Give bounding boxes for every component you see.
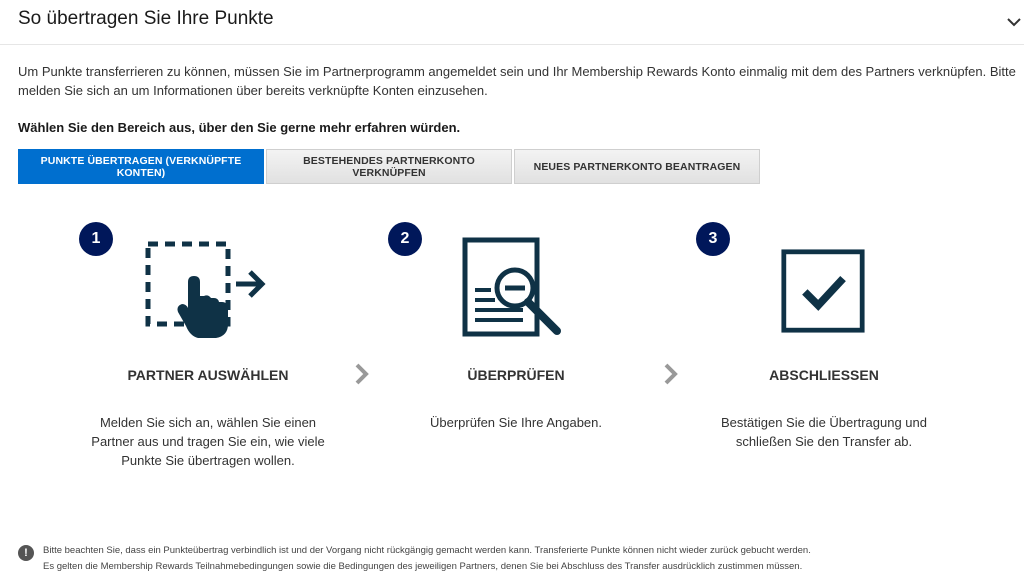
step-description: Melden Sie sich an, wählen Sie einen Partner aus und tragen Sie ein, wie viele Punkte Sie übertragen wollen. — [91, 415, 325, 468]
exclamation-circle-icon: ! — [18, 545, 34, 561]
review-document-icon — [461, 236, 571, 346]
select-partner-icon — [138, 238, 268, 338]
section-prompt: Wählen Sie den Bereich aus, über den Sie gerne mehr erfahren würden. — [18, 120, 461, 135]
tab-link-existing-account[interactable]: BESTEHENDES PARTNERKONTO VERKNÜPFEN — [266, 149, 512, 184]
page-title: So übertragen Sie Ihre Punkte — [18, 8, 274, 29]
disclaimer-line-2: Es gelten die Membership Rewards Teilnahmebedingungen sowie die Bedingungen des jeweiligen Partners, denen Sie bei Abschluss des Transfer ausdrücklich zustimmen müssen. — [43, 561, 803, 572]
step-number-badge: 1 — [79, 222, 113, 256]
step-description: Bestätigen Sie die Übertragung und schließen Sie den Transfer ab. — [721, 415, 927, 449]
intro-text: Um Punkte transferrieren zu können, müssen Sie im Partnerprogramm angemeldet sein und Ihr Membership Rewards Konto einmalig mit dem des Partners verknüpfen. Bitte melden Sie sich an um Informationen über bereits verknüpfte Konten einzusehen. — [18, 64, 1016, 98]
section-header[interactable] — [0, 0, 1024, 45]
step-title: PARTNER AUSWÄHLEN — [127, 367, 289, 383]
step-title: ÜBERPRÜFEN — [467, 367, 565, 383]
disclaimer-line-1: Bitte beachten Sie, dass ein Punkteübertrag verbindlich ist und der Vorgang nicht rückgängig gemacht werden kann. Transferierte Punkte können nicht wieder zurück gebucht werden. — [43, 545, 811, 556]
checkbox-check-icon — [780, 248, 866, 334]
tab-bar — [18, 149, 762, 185]
step-number-badge: 2 — [388, 222, 422, 256]
disclaimer-text — [43, 543, 811, 575]
tab-transfer-points[interactable]: PUNKTE ÜBERTRAGEN (VERKNÜPFTE KONTEN) — [18, 149, 264, 184]
tab-new-partner-account[interactable]: NEUES PARTNERKONTO BEANTRAGEN — [514, 149, 760, 184]
chevron-down-icon[interactable] — [1006, 16, 1022, 28]
step-number-badge: 3 — [696, 222, 730, 256]
step-description: Überprüfen Sie Ihre Angaben. — [429, 415, 602, 430]
step-title: ABSCHLIESSEN — [769, 367, 879, 383]
